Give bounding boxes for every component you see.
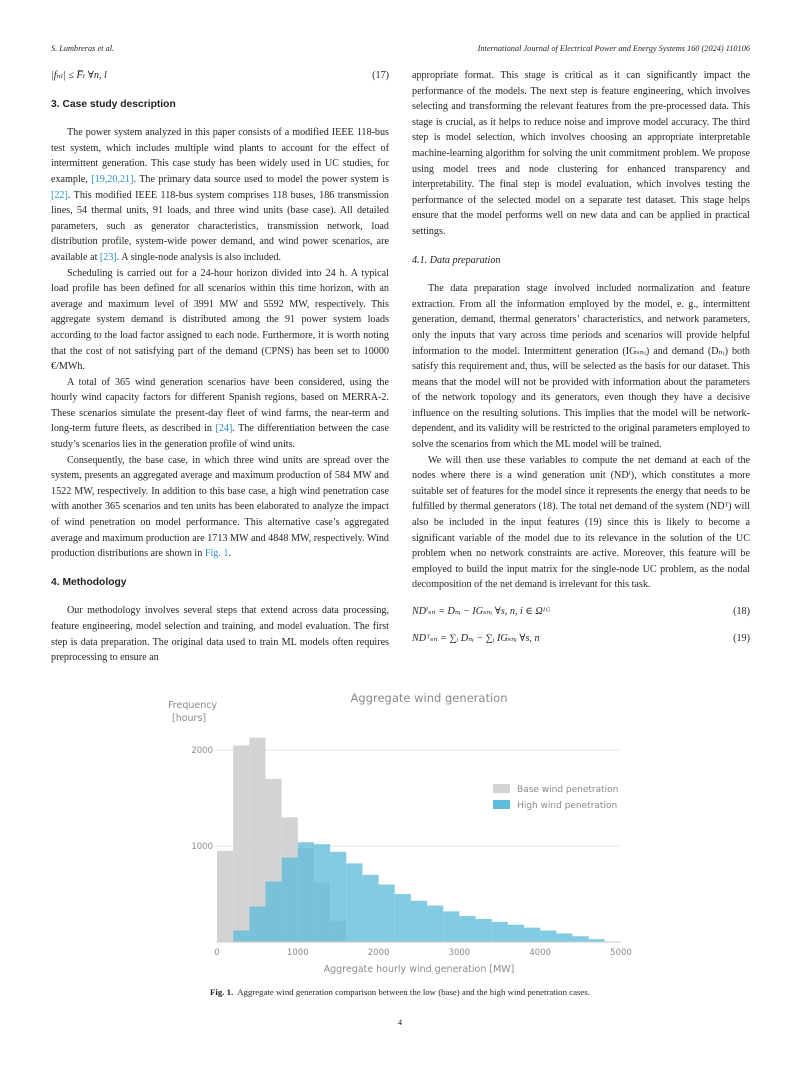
figure-1-chart [160, 686, 640, 976]
legend-label: High wind penetration [517, 801, 618, 811]
equation-18-number: (18) [733, 606, 750, 617]
y-tick-label: 2000 [191, 746, 213, 757]
paragraph: appropriate format. This stage is critical as it can significantly impact the performance of the models. The next step is feature engineering, which involves selecting and transforming the relevant features from the pre-processed data. This stage is crucial, as it helps to reduce noise and improve model accuracy. The third step is model selection, which involves choosing an appropriate interpretable machine-learning algorithm for solving the unit commitment problem. We propose using model trees and node clustering for enhanced transparency and interpretability. The final step is model evaluation, which involves testing the performance of the selected model on a separate test dataset. This stage helps ensure that the model performs well on new data and can be applied in practical settings. [412, 70, 750, 237]
paragraph: Our methodology involves several steps that extend across data processing, feature engineering, model selection and training, and model evaluation. The first step is data preparation. The original data used to train ML models often requires preprocessing to ensure an [51, 605, 389, 664]
x-axis-label: Aggregate hourly wind generation [MW] [323, 964, 515, 975]
bar-high [330, 852, 346, 942]
running-header-authors: S. Lumbreras et al. [51, 44, 115, 53]
bar-base [217, 851, 233, 942]
bar-high [443, 911, 459, 942]
x-tick-label: 0 [214, 948, 220, 958]
figure-caption [0, 987, 800, 997]
legend-label: Base wind penetration [517, 785, 619, 795]
citation-link[interactable]: [24] [215, 423, 233, 435]
bar-high [508, 925, 524, 942]
paragraph: Scheduling is carried out for a 24-hour horizon divided into 24 h. A typical load profile has been defined for all scenarios within this time horizon, with an average and maximum level of 3991 MW and 5592 MW, respectively. This aggregate system demand is distributed among the 91 power system loads according to the load factor assigned to each node. Furthermore, it is worth noting that the cost of not satisfying part of the demand (CPNS) has been set to 10000 €/MWh. [51, 267, 389, 373]
bar-base [233, 745, 249, 942]
paragraph: A total of 365 wind generation scenarios have been considered, using the hourly wind capacity factors for different Spanish regions, based on MERRA-2. These scenarios simulate the present-day fleet of wind farms, the near-term and long-term future fleets, as described in [24]. The differentiation between the case study’s scenarios lies in the generation profile of wind units. [51, 376, 389, 451]
x-tick-label: 3000 [448, 948, 471, 958]
bar-high [346, 863, 362, 942]
section-3-heading: 3. Case study description [51, 98, 176, 110]
bar-high [249, 907, 265, 942]
equation-17-number: (17) [372, 70, 389, 81]
bar-high [540, 930, 556, 942]
bar-high [524, 928, 540, 942]
paragraph: The data preparation stage involved included normalization and feature extraction. From all the information employed by the model, e. g., intermittent generation, demand, thermal generators’ characteristics, and network parameters, only the inputs that vary across time periods and scenarios will provide helpful information to the model. Intermittent generation (IGₛₙᵢ) and demand (Dₙᵢ) both satisfy this requirement and, thus, will be selected as the basis for our dataset. This means that the model will not be provided with information about the parameters of the network topology and its generators, even though they have a decisive influence on the resulting solutions. This implies that the model will be network-dependent, and its validity will be restricted to the original parameters employed to solve the scenarios from which the ML model will be trained. [412, 283, 750, 451]
y-tick-label: 1000 [191, 842, 213, 853]
equation-19-formula: NDᵀₛₙ = ∑ᵢ Dₙᵢ − ∑ᵢ IGₛₙᵢ ∀s, n [412, 632, 540, 644]
right-column [412, 68, 750, 646]
caption-text: Aggregate wind generation comparison between the low (base) and the high wind penetration cases. [237, 987, 590, 997]
left-column [51, 68, 389, 666]
bar-high [395, 894, 411, 942]
paragraph: Consequently, the base case, in which three wind units are spread over the system, presents an aggregated average and maximum production of 584 MW and 1522 MW, respectively. In addition to this base case, a high wind penetration case with another 365 scenarios and ten units has been elaborated to analyze the impact of wind penetration on model performance. This alternative case’s aggregated average and maximum production are 1713 MW and 4848 MW, respectively. Wind production distributions are shown in Fig. 1. [51, 454, 389, 560]
equation-17-formula: |fₙₗ| ≤ F̅ₗ ∀n, l [51, 70, 107, 81]
equation-19-number: (19) [733, 632, 750, 644]
legend-swatch [493, 784, 510, 793]
x-tick-label: 4000 [529, 948, 552, 958]
y-axis-label: Frequency [168, 700, 218, 711]
bar-high [298, 842, 314, 942]
y-axis-unit: [hours] [172, 713, 207, 724]
bar-high [265, 882, 281, 942]
equation-17 [51, 68, 389, 84]
bar-high [459, 916, 475, 942]
paragraph: We will then use these variables to compute the net demand at each of the nodes where there is a wind generation unit (NDⁱ), which constitutes a more suitable set of features for the model since it represents the energy that needs to be fulfilled by thermal generators (18). The total net demand of the system (NDᵀ) will also be included in the input features (19) since this is likely to become a significant variable of the model due to its relevance in the solution of the UC problem when no network constraints are active. Moreover, this feature will be employed to build the input matrix for the single-node UC problem, as the nodal decomposition of the net demand is irrelevant for this task. [412, 454, 750, 591]
bar-high [362, 875, 378, 942]
equation-19 [412, 631, 750, 647]
x-tick-label: 5000 [610, 948, 632, 958]
bar-high [573, 936, 589, 942]
bar-high [556, 933, 572, 942]
bar-high [379, 884, 395, 942]
citation-link[interactable]: [22] [51, 189, 68, 201]
running-header-journal: International Journal of Electrical Power and Energy Systems 160 (2024) 110106 [477, 44, 750, 53]
equation-18-formula: NDⁱₛₙ = Dₙᵢ − IGₛₙᵢ ∀s, n, i ∈ Ωᴵᴳ [412, 606, 550, 617]
equation-18 [412, 604, 750, 620]
caption-label: Fig. 1. [210, 987, 234, 997]
section-4-heading: 4. Methodology [51, 576, 127, 588]
bar-high [233, 930, 249, 942]
bar-high [282, 858, 298, 942]
page-number: 4 [397, 1017, 403, 1027]
subsection-4-1-heading: 4.1. Data preparation [412, 254, 501, 266]
chart-title: Aggregate wind generation [350, 691, 508, 705]
histogram-chart [160, 686, 640, 976]
bar-high [427, 906, 443, 942]
bar-high [411, 901, 427, 942]
bar-high [476, 919, 492, 942]
x-tick-label: 1000 [286, 948, 309, 958]
citation-link[interactable]: [23] [99, 251, 117, 263]
paragraph: The power system analyzed in this paper consists of a modified IEEE 118-bus test system, which includes multiple wind plants to account for the effect of intermittent generation. This case study has been widely used in UC studies, for example, [19,20,21]. The primary data source used to model the power system is [22]. This modified IEEE 118-bus system comprises 118 buses, 186 transmission lines, 54 thermal units, 91 loads, and three wind units (base case). All detailed parameters, such as generator characteristics, transmission network, load distribution profile, system-wide power demand, and wind power scenarios, are available at [23]. A single-node analysis is also included. [51, 127, 389, 263]
bar-high [314, 844, 330, 942]
figure-link[interactable]: Fig. 1 [204, 548, 229, 560]
x-tick-label: 2000 [367, 948, 390, 958]
bar-high [492, 922, 508, 942]
legend-swatch [493, 800, 510, 809]
citation-link[interactable]: [19,20,21] [91, 173, 134, 185]
